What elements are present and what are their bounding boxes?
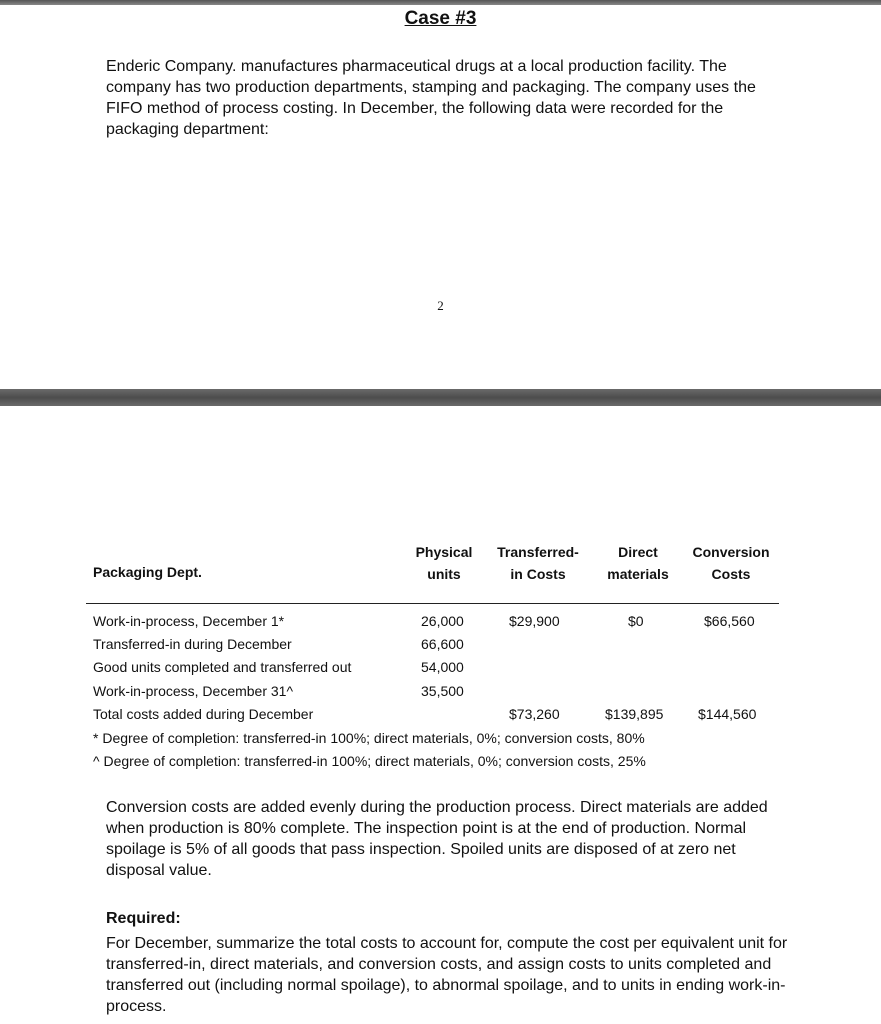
- cell-direct-materials: $139,895: [605, 706, 664, 722]
- table-row-label: Total costs added during December: [93, 706, 314, 722]
- footnote-beginning-wip: * Degree of completion: transferred-in 100%; direct materials, 0%; conversion costs, 80%: [93, 730, 645, 746]
- cell-units: 35,500: [421, 683, 464, 699]
- cell-conversion: $66,560: [704, 613, 755, 629]
- cell-transferred-in: $73,260: [509, 706, 560, 722]
- table-row-header: Packaging Dept.: [93, 564, 202, 580]
- top-border: [0, 0, 881, 5]
- required-text: For December, summarize the total costs to account for, compute the cost per equivalent unit for transferred-in, direct materials, and conversion costs, and assign costs to units completed and transferred out (including normal spoilage), to abnormal spoilage, and to units in ending work-in-process.: [106, 935, 788, 1015]
- column-header-physical-units: Physical units: [415, 544, 473, 582]
- table-row-label: Good units completed and transferred out: [93, 659, 352, 675]
- column-header-conversion-costs: Conversion Costs: [692, 544, 770, 582]
- required-heading: Required:: [106, 910, 181, 927]
- footnote-ending-wip: ^ Degree of completion: transferred-in 100%; direct materials, 0%; conversion costs, 25%: [93, 753, 646, 769]
- cell-transferred-in: $29,900: [509, 613, 560, 629]
- table-row-label: Transferred-in during December: [93, 636, 292, 652]
- table-row-label: Work-in-process, December 1*: [93, 613, 285, 629]
- page-number: 2: [437, 298, 444, 313]
- cell-units: 54,000: [421, 659, 464, 675]
- case-title: Case #3: [404, 8, 477, 29]
- page-break-bar: [0, 389, 881, 406]
- column-header-direct-materials: Direct materials: [607, 544, 669, 582]
- column-header-transferred-in: Transferred- in Costs: [497, 544, 579, 582]
- table-row-label: Work-in-process, December 31^: [93, 683, 294, 699]
- cell-units: 26,000: [421, 613, 464, 629]
- cell-direct-materials: $0: [628, 613, 644, 629]
- cell-conversion: $144,560: [698, 706, 757, 722]
- intro-paragraph: Enderic Company. manufactures pharmaceutical drugs at a local production facility. The company has two production departments, stamping and packaging. The company uses the FIFO method of process costing. In December, the following data were recorded for the packaging department:: [106, 58, 756, 138]
- cell-units: 66,600: [421, 636, 464, 652]
- process-paragraph: Conversion costs are added evenly during the production process. Direct materials are added when production is 80% complete. The inspection point is at the end of production. Normal spoilage is 5% of all goods that pass inspection. Spoiled units are disposed of at zero net disposal value.: [106, 799, 768, 879]
- table-header-rule: [86, 603, 779, 604]
